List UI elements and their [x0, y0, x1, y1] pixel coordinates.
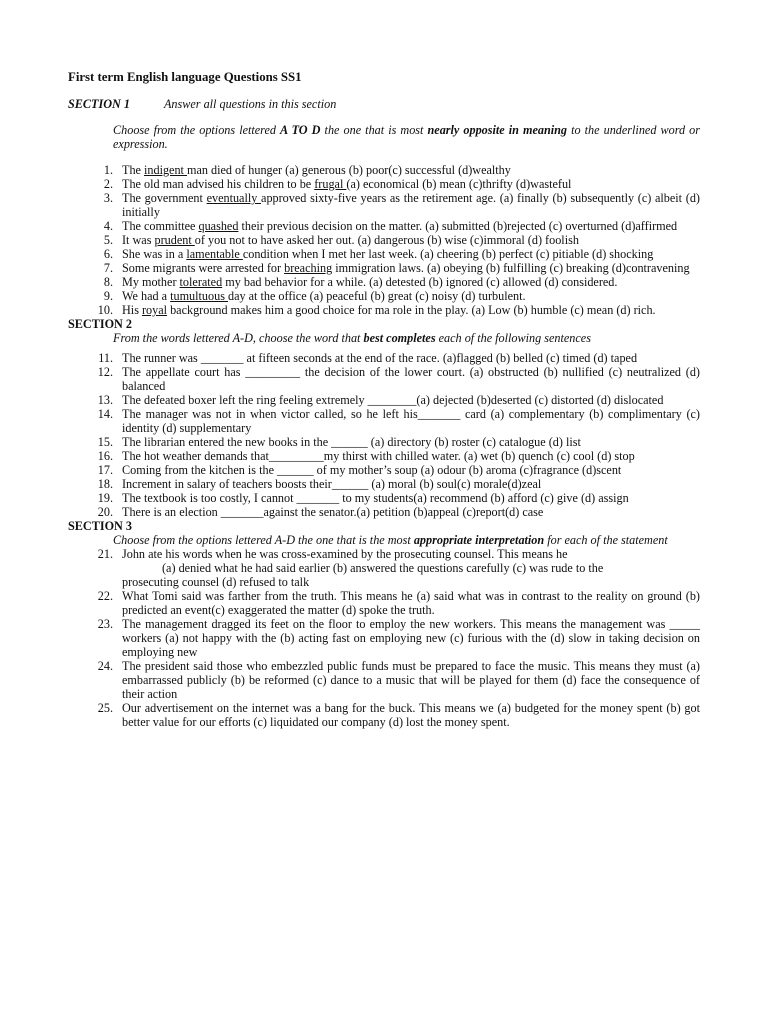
question-number — [68, 219, 113, 233]
underlined-word: tolerated — [179, 275, 223, 289]
section-1-heading: SECTION 1 — [68, 97, 130, 111]
question-text-post: background makes him a good choice for ma role in the play. (a) Low (b) humble (c) mean (d) rich. — [167, 303, 656, 317]
question-number-label: 23. — [97, 617, 113, 631]
question-text: The runner was _______ at fifteen seconds at the end of the race. (a)flagged (b) belled (c) timed (d) taped — [122, 351, 638, 365]
question-text — [122, 163, 700, 177]
question-text — [122, 233, 700, 247]
question-number-label: 24. — [97, 659, 113, 673]
question-number — [68, 289, 113, 303]
question-number — [68, 365, 113, 393]
question-number-label: 19. — [97, 491, 113, 505]
list-item — [68, 303, 700, 317]
underlined-word: lamentable — [186, 247, 243, 261]
list-item — [68, 247, 700, 261]
instruction-text: Choose from the options lettered — [113, 123, 281, 137]
section-2-heading: SECTION 2 — [68, 317, 133, 331]
question-text-post: (a) economical (b) mean (c)thrifty (d)wasteful — [346, 177, 572, 191]
question-text — [122, 303, 700, 317]
question-text-pre: It was — [122, 233, 155, 247]
list-item — [68, 351, 700, 365]
question-number-label: 18. — [97, 477, 113, 491]
question-text — [122, 617, 700, 659]
question-number — [68, 233, 113, 247]
question-text-pre: The old man advised his children to be — [122, 177, 315, 191]
underlined-word: eventually — [206, 191, 262, 205]
question-number — [68, 659, 113, 701]
question-text — [122, 247, 700, 261]
question-number — [68, 163, 113, 177]
question-number — [68, 477, 113, 491]
question-number — [68, 351, 113, 365]
list-item — [68, 449, 700, 463]
question-number-label: 17. — [97, 463, 113, 477]
list-item — [68, 219, 700, 233]
question-number-label: 4. — [103, 219, 113, 233]
question-text — [122, 177, 700, 191]
question-text-post: condition when I met her last week. (a) cheering (b) perfect (c) pitiable (d) shocking — [242, 247, 654, 261]
instruction-text: Choose from the options lettered A-D the one that is the most — [113, 533, 414, 547]
question-text: The hot weather demands that_________my thirst with chilled water. (a) wet (b) quench (c) cool (d) stop — [122, 449, 635, 463]
list-item — [68, 491, 700, 505]
question-text — [122, 275, 700, 289]
question-number — [68, 617, 113, 659]
question-text: The manager was not in when victor called, so he left his_______ card (a) complementary (b) complimentary (c) identity (d) supplementary — [122, 407, 700, 435]
question-number-label: 20. — [97, 505, 113, 519]
question-text-tail: prosecuting counsel (d) refused to talk — [122, 575, 310, 589]
list-item — [68, 435, 700, 449]
instruction-text: each of the following sentences — [435, 331, 591, 345]
question-text-post: of you not to have asked her out. (a) dangerous (b) wise (c)immoral (d) foolish — [194, 233, 579, 247]
list-item — [68, 365, 700, 393]
question-number — [68, 505, 113, 519]
question-text-pre: The committee — [122, 219, 199, 233]
question-text: The librarian entered the new books in the ______ (a) directory (b) roster (c) catalogue (d) list — [122, 435, 581, 449]
underlined-word: indigent — [144, 163, 187, 177]
page-title: First term English language Questions SS1 — [68, 70, 302, 84]
question-number-label: 6. — [103, 247, 113, 261]
list-item — [68, 407, 700, 435]
question-text-main: What Tomi said was farther from the truth. This means he (a) said what was in contrast to the reality on ground (b) predicted an event(c) exaggerated the matter (d) spoke the truth. — [122, 589, 700, 617]
question-number — [68, 589, 113, 617]
underlined-word: frugal — [314, 177, 347, 191]
question-text-pre: She was in a — [122, 247, 187, 261]
question-number-label: 5. — [103, 233, 113, 247]
question-number — [68, 275, 113, 289]
instruction-bold: best completes — [363, 331, 436, 345]
list-item — [68, 477, 700, 491]
list-item — [68, 177, 700, 191]
question-number-label: 25. — [97, 701, 113, 715]
question-text — [122, 261, 700, 275]
question-number — [68, 435, 113, 449]
list-item — [68, 261, 700, 275]
list-item — [68, 163, 700, 177]
question-number-label: 9. — [103, 289, 113, 303]
question-text: The defeated boxer left the ring feeling extremely ________(a) dejected (b)deserted (c) distorted (d) dislocated — [122, 393, 664, 407]
list-item — [68, 589, 700, 617]
question-text-main: The president said those who embezzled public funds must be prepared to face the music. This means they must (a) embarrassed publicly (b) be reformed (c) dance to a music that will be played for them (d) face the consequence of their action — [122, 659, 700, 701]
question-text-pre: Some migrants were arrested for — [122, 261, 285, 275]
list-item — [68, 463, 700, 477]
question-text-post: their previous decision on the matter. (a) submitted (b)rejected (c) overturned (d)affirmed — [238, 219, 678, 233]
question-text-pre: My mother — [122, 275, 180, 289]
underlined-word: royal — [141, 303, 168, 317]
question-number-label: 12. — [97, 365, 113, 379]
question-number — [68, 261, 113, 275]
question-text-post: immigration laws. (a) obeying (b) fulfilling (c) breaking (d)contravening — [332, 261, 690, 275]
question-number-label: 2. — [103, 177, 113, 191]
list-item — [68, 393, 700, 407]
question-number — [68, 463, 113, 477]
question-text-pre: We had a — [122, 289, 171, 303]
instruction-text: From the words lettered A-D, choose the word that — [113, 331, 364, 345]
section-1-instruction — [113, 123, 700, 151]
question-number — [68, 491, 113, 505]
question-number-label: 21. — [97, 547, 113, 561]
question-number — [68, 701, 113, 729]
section-2-questions — [68, 351, 700, 519]
instruction-text: for each of the statement — [544, 533, 668, 547]
question-number — [68, 303, 113, 317]
question-number-label: 14. — [97, 407, 113, 421]
question-number-label: 16. — [97, 449, 113, 463]
question-text: Increment in salary of teachers boosts their______ (a) moral (b) soul(c) morale(d)zeal — [122, 477, 542, 491]
question-text-options: (a) denied what he had said earlier (b) answered the questions carefully (c) was rude to the — [162, 561, 604, 575]
question-number — [68, 449, 113, 463]
section-1-questions — [68, 163, 700, 317]
question-text-main: John ate his words when he was cross-examined by the prosecuting counsel. This means he — [122, 547, 568, 561]
question-number-label: 10. — [97, 303, 113, 317]
underlined-word: quashed — [198, 219, 239, 233]
question-text — [122, 547, 700, 589]
question-text — [122, 219, 700, 233]
underlined-word: breaching — [284, 261, 333, 275]
question-number-label: 3. — [103, 191, 113, 205]
section-3-questions — [68, 547, 700, 729]
question-text — [122, 659, 700, 701]
question-number — [68, 393, 113, 407]
question-number-label: 15. — [97, 435, 113, 449]
list-item — [68, 547, 700, 589]
question-number-label: 1. — [103, 163, 113, 177]
question-text — [122, 589, 700, 617]
list-item — [68, 659, 700, 701]
instruction-bold: appropriate interpretation — [413, 533, 545, 547]
question-text-main: Our advertisement on the internet was a bang for the buck. This means we (a) budgeted for the money spent (b) got better value for our efforts (c) liquidated our company (d) lost the money spent. — [122, 701, 700, 729]
question-number — [68, 177, 113, 191]
section-1-header — [68, 97, 700, 112]
question-text — [122, 289, 700, 303]
document — [68, 70, 700, 729]
instruction-bold: A TO D — [280, 123, 321, 137]
question-text-pre: The government — [122, 191, 207, 205]
question-number-label: 8. — [103, 275, 113, 289]
list-item — [68, 505, 700, 519]
list-item — [68, 191, 700, 219]
list-item — [68, 289, 700, 303]
instruction-text: to the underlined word or expression. — [113, 123, 700, 151]
instruction-bold: nearly opposite in meaning — [427, 123, 568, 137]
question-text-pre: His — [122, 303, 142, 317]
underlined-word: prudent — [154, 233, 195, 247]
question-text — [122, 191, 700, 219]
question-number — [68, 191, 113, 219]
question-text: There is an election _______against the senator.(a) petition (b)appeal (c)report(d) case — [122, 505, 544, 519]
section-3-heading: SECTION 3 — [68, 519, 133, 533]
question-text-post: my bad behavior for a while. (a) detested (b) ignored (c) allowed (d) considered. — [222, 275, 618, 289]
question-text-post: approved sixty-five years as the retirement age. (a) finally (b) subsequently (c) albeit (d) initially — [122, 191, 700, 219]
list-item — [68, 233, 700, 247]
question-text: Coming from the kitchen is the ______ of my mother’s soup (a) odour (b) aroma (c)fragrance (d)scent — [122, 463, 622, 477]
underlined-word: tumultuous — [170, 289, 228, 303]
question-text-main: The management dragged its feet on the floor to employ the new workers. This means the management was _____ workers (a) not happy with the (b) acting fast on employing new (c) furious with the (d) slow in taking decision on employing new — [122, 617, 700, 659]
question-text-post: day at the office (a) peaceful (b) great (c) noisy (d) turbulent. — [228, 289, 526, 303]
question-number — [68, 407, 113, 435]
question-number — [68, 247, 113, 261]
question-number-label: 7. — [103, 261, 113, 275]
question-text-post: man died of hunger (a) generous (b) poor(c) successful (d)wealthy — [187, 163, 511, 177]
question-number — [68, 547, 113, 589]
list-item — [68, 617, 700, 659]
section-2-instruction — [113, 331, 700, 345]
question-text: The textbook is too costly, I cannot _______ to my students(a) recommend (b) afford (c) give (d) assign — [122, 491, 629, 505]
question-text-pre: The — [122, 163, 144, 177]
instruction-text: the one that is most — [320, 123, 428, 137]
question-text: The appellate court has _________ the decision of the lower court. (a) obstructed (b) nullified (c) neutralized (d) balanced — [122, 365, 700, 393]
question-number-label: 13. — [97, 393, 113, 407]
question-number-label: 22. — [97, 589, 113, 603]
question-text — [122, 701, 700, 729]
list-item — [68, 701, 700, 729]
section-1-subheading: Answer all questions in this section — [163, 97, 337, 111]
question-number-label: 11. — [98, 351, 113, 365]
list-item — [68, 275, 700, 289]
section-3-instruction — [113, 533, 700, 547]
